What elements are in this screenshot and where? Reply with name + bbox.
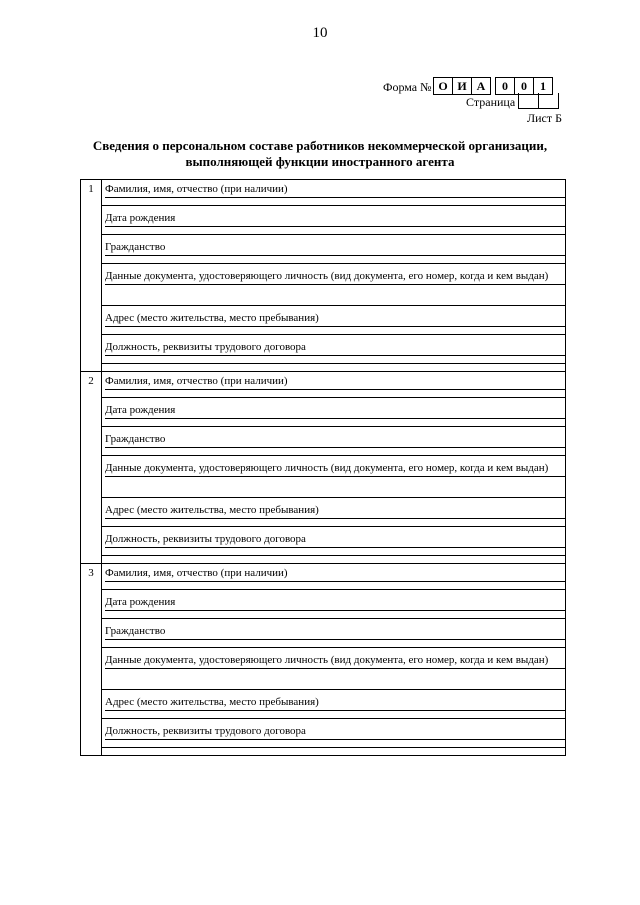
rule (102, 234, 565, 235)
field-label: Фамилия, имя, отчество (при наличии) (105, 567, 565, 582)
rule (102, 689, 565, 690)
page-number-box[interactable] (519, 93, 539, 109)
field-label: Фамилия, имя, отчество (при наличии) (105, 183, 565, 198)
employee-fields (102, 564, 566, 756)
form-number-label: Форма № (383, 80, 432, 94)
form-code-char: 0 (515, 78, 534, 95)
field-address[interactable] (102, 309, 565, 338)
form-code-char: 1 (534, 78, 553, 95)
page-number: 10 (312, 25, 328, 41)
field-label: Дата рождения (105, 596, 565, 611)
field-citizenship[interactable] (102, 622, 565, 651)
rule (102, 455, 565, 456)
employee-fields (102, 180, 566, 372)
field-position[interactable] (102, 338, 565, 371)
field-label: Должность, реквизиты трудового договора (105, 341, 565, 356)
field-label: Гражданство (105, 625, 565, 640)
field-birth-date[interactable] (102, 593, 565, 622)
page-number-box[interactable] (539, 93, 559, 109)
employee-row (81, 372, 566, 564)
field-label: Должность, реквизиты трудового договора (105, 725, 565, 740)
rule (102, 618, 565, 619)
field-label: Адрес (место жительства, место пребывания) (105, 504, 565, 519)
field-id-document[interactable] (102, 267, 565, 309)
page-number-boxes (518, 93, 559, 109)
employee-row (81, 564, 566, 756)
field-full-name[interactable] (102, 564, 565, 593)
field-address[interactable] (102, 501, 565, 530)
rule (102, 334, 565, 335)
document-title (40, 138, 600, 170)
rule (102, 305, 565, 306)
field-label: Гражданство (105, 433, 565, 448)
employee-number: 3 (81, 564, 102, 756)
rule (102, 555, 565, 556)
field-label: Адрес (место жительства, место пребывания) (105, 696, 565, 711)
field-label: Адрес (место жительства, место пребывания) (105, 312, 565, 327)
rule (102, 397, 565, 398)
field-label: Должность, реквизиты трудового договора (105, 533, 565, 548)
rule (102, 747, 565, 748)
rule (102, 589, 565, 590)
employee-row (81, 180, 566, 372)
field-label: Дата рождения (105, 212, 565, 227)
field-label: Данные документа, удостоверяющего личность (вид документа, его номер, когда и кем выдан) (105, 462, 565, 477)
field-birth-date[interactable] (102, 209, 565, 238)
rule (102, 205, 565, 206)
field-position[interactable] (102, 722, 565, 755)
field-birth-date[interactable] (102, 401, 565, 430)
employees-table (80, 179, 566, 756)
employee-number: 1 (81, 180, 102, 372)
field-label: Данные документа, удостоверяющего личность (вид документа, его номер, когда и кем выдан) (105, 654, 565, 669)
field-address[interactable] (102, 693, 565, 722)
employee-number: 2 (81, 372, 102, 564)
rule (102, 718, 565, 719)
form-code-char: И (453, 78, 472, 95)
field-position[interactable] (102, 530, 565, 563)
employee-fields (102, 372, 566, 564)
title-line-2: выполняющей функции иностранного агента (185, 154, 455, 169)
field-full-name[interactable] (102, 180, 565, 209)
field-label: Гражданство (105, 241, 565, 256)
field-id-document[interactable] (102, 651, 565, 693)
rule (102, 526, 565, 527)
field-citizenship[interactable] (102, 238, 565, 267)
form-code-char: О (434, 78, 453, 95)
field-label: Дата рождения (105, 404, 565, 419)
rule (102, 647, 565, 648)
sheet-label: Лист Б (527, 111, 563, 125)
form-code-char: А (472, 78, 491, 95)
form-code-char: 0 (496, 78, 515, 95)
rule (102, 426, 565, 427)
field-id-document[interactable] (102, 459, 565, 501)
page-label: Страница (466, 95, 516, 109)
rule (102, 263, 565, 264)
rule (102, 497, 565, 498)
field-full-name[interactable] (102, 372, 565, 401)
title-line-1: Сведения о персональном составе работников некоммерческой организации, (92, 138, 548, 153)
field-label: Фамилия, имя, отчество (при наличии) (105, 375, 565, 390)
rule (102, 363, 565, 364)
field-citizenship[interactable] (102, 430, 565, 459)
field-label: Данные документа, удостоверяющего личность (вид документа, его номер, когда и кем выдан) (105, 270, 565, 285)
